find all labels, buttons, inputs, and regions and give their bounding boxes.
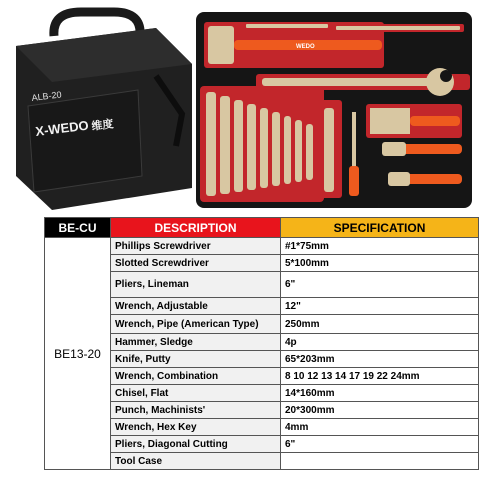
adjustable-wrench <box>262 78 432 86</box>
header-specification: SPECIFICATION <box>281 218 479 238</box>
lineman-pliers-head <box>382 142 406 156</box>
item-description: Wrench, Hex Key <box>111 419 281 436</box>
item-description: Wrench, Adjustable <box>111 298 281 315</box>
putty-knife-handle <box>410 116 460 126</box>
bag-front-pocket <box>28 90 142 192</box>
item-description: Chisel, Flat <box>111 385 281 402</box>
table-row <box>45 419 479 436</box>
diagonal-pliers-head <box>388 172 410 186</box>
bag-brand-cjk-text: 维度 <box>90 117 115 133</box>
item-specification: 4mm <box>281 419 479 436</box>
product-code: BE13-20 <box>45 238 111 470</box>
hammer-head <box>208 26 234 64</box>
table-row <box>45 298 479 315</box>
table-header-row <box>45 218 479 238</box>
table-body <box>45 238 479 470</box>
phillips-screwdriver-handle <box>349 166 359 196</box>
item-description: Pliers, Diagonal Cutting <box>111 436 281 453</box>
table-row <box>45 315 479 334</box>
tool-bag-photo <box>6 6 196 211</box>
bag-brand-text: X-WEDO <box>34 117 90 139</box>
table-row <box>45 436 479 453</box>
chisel <box>246 24 328 28</box>
item-description: Slotted Screwdriver <box>111 255 281 272</box>
table-row <box>45 351 479 368</box>
table-row <box>45 255 479 272</box>
table-row <box>45 272 479 298</box>
item-description: Hammer, Sledge <box>111 334 281 351</box>
table-row <box>45 368 479 385</box>
hammer-brand-text: WEDO <box>296 44 315 50</box>
item-specification <box>281 453 479 470</box>
table-row <box>45 453 479 470</box>
pipe-wrench <box>324 108 334 192</box>
item-description: Wrench, Combination <box>111 368 281 385</box>
item-specification: 6" <box>281 436 479 453</box>
combination-wrench-set <box>200 86 324 202</box>
item-specification: 6" <box>281 272 479 298</box>
item-specification: #1*75mm <box>281 238 479 255</box>
item-specification: 65*203mm <box>281 351 479 368</box>
specification-table <box>44 217 479 470</box>
item-specification: 8 10 12 13 14 17 19 22 24mm <box>281 368 479 385</box>
punch <box>336 26 460 30</box>
adjustable-wrench-jaw <box>440 70 452 82</box>
item-description: Tool Case <box>111 453 281 470</box>
header-description: DESCRIPTION <box>111 218 281 238</box>
item-description: Wrench, Pipe (American Type) <box>111 315 281 334</box>
tool-tray-photo <box>196 12 472 208</box>
item-specification: 4p <box>281 334 479 351</box>
item-specification: 5*100mm <box>281 255 479 272</box>
item-specification: 20*300mm <box>281 402 479 419</box>
item-specification: 12" <box>281 298 479 315</box>
item-description: Knife, Putty <box>111 351 281 368</box>
item-description: Punch, Machinists' <box>111 402 281 419</box>
table-row <box>45 334 479 351</box>
item-description: Phillips Screwdriver <box>111 238 281 255</box>
header-code: BE-CU <box>45 218 111 238</box>
item-specification: 250mm <box>281 315 479 334</box>
table-row <box>45 402 479 419</box>
table-row <box>45 238 479 255</box>
bag-model-text: ALB-20 <box>31 89 63 103</box>
phillips-screwdriver <box>352 112 356 166</box>
table-row <box>45 385 479 402</box>
item-specification: 14*160mm <box>281 385 479 402</box>
item-description: Pliers, Lineman <box>111 272 281 298</box>
putty-knife-blade <box>370 108 410 134</box>
